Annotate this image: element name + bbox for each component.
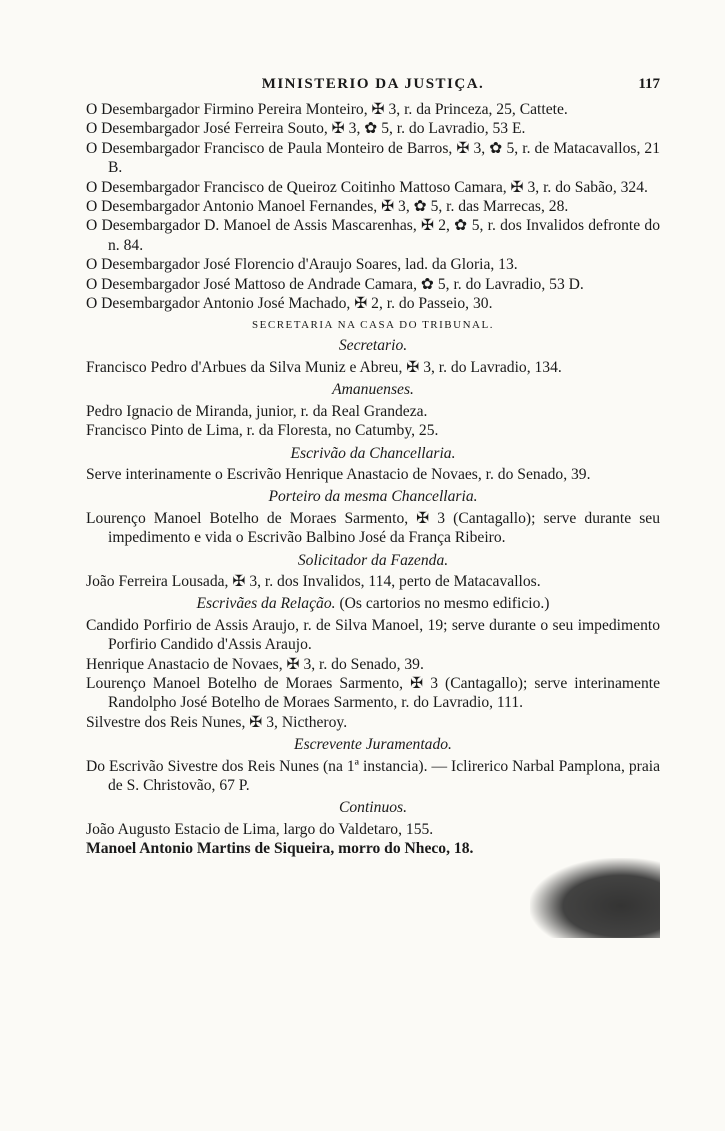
list-item: Francisco Pinto de Lima, r. da Floresta, no Catumby, 25. [86, 422, 439, 440]
list-item: O Desembargador D. Manoel de Assis Mascarenhas, ✠ 2, ✿ 5, r. dos Invalidos defronte do n. 84. [86, 217, 660, 254]
list-item: Manoel Antonio Martins de Siqueira, morro do Nheco, 18. [86, 840, 474, 858]
list-item: O Desembargador Francisco de Paula Monteiro de Barros, ✠ 3, ✿ 5, r. de Matacavallos, 21 B. [86, 139, 660, 177]
list-item: João Augusto Estacio de Lima, largo do Valdetaro, 155. [86, 820, 434, 838]
subheading: Solicitador da Fazenda. [297, 551, 449, 569]
list-item: O Desembargador José Florencio d'Araujo Soares, lad. da Gloria, 13. [86, 256, 518, 274]
list-item: Candido Porfirio de Assis Araujo, r. de Silva Manoel, 19; serve durante o seu impedimento Porfirio Candido d'Assis Araujo. [86, 616, 660, 654]
list-item: Francisco Pedro d'Arbues da Silva Muniz e Abreu, ✠ 3, r. do Lavradio, 134. [86, 358, 562, 376]
list-item: Do Escrivão Sivestre dos Reis Nunes (na 1ª instancia). — Iclirerico Narbal Pamplona, praia de S. Christovão, 67 P. [86, 757, 660, 794]
list-item: Lourenço Manoel Botelho de Moraes Sarmento, ✠ 3 (Cantagallo); serve durante seu impedimento e vida o Escrivão Balbino José da França Ribeiro. [86, 509, 660, 547]
subheading-note: (Os cartorios no mesmo edificio.) [339, 595, 550, 613]
page-number: 117 [638, 76, 660, 92]
list-item: O Desembargador José Mattoso de Andrade Camara, ✿ 5, r. do Lavradio, 53 D. [86, 275, 584, 293]
list-item: Henrique Anastacio de Novaes, ✠ 3, r. do Senado, 39. [86, 655, 424, 673]
subheading: Porteiro da mesma Chancellaria. [268, 488, 478, 506]
section-heading: SECRETARIA NA CASA DO TRIBUNAL. [252, 319, 494, 332]
list-item: O Desembargador Antonio Manoel Fernandes, ✠ 3, ✿ 5, r. das Marrecas, 28. [86, 198, 569, 216]
list-item: Lourenço Manoel Botelho de Moraes Sarmento, ✠ 3 (Cantagallo); serve interinamente Randolpho José Botelho de Moraes Sarmento, r. do Lavradio, 111. [86, 674, 660, 712]
list-item: Serve interinamente o Escrivão Henrique Anastacio de Novaes, r. do Senado, 39. [86, 465, 591, 483]
list-item: Silvestre dos Reis Nunes, ✠ 3, Nictheroy. [86, 713, 348, 731]
list-item: O Desembargador Firmino Pereira Monteiro, ✠ 3, r. da Princeza, 25, Cattete. [86, 101, 568, 118]
page-body [86, 100, 660, 859]
list-item: O Desembargador Antonio José Machado, ✠ 2, r. do Passeio, 30. [86, 295, 493, 313]
list-item: O Desembargador José Ferreira Souto, ✠ 3, ✿ 5, r. do Lavradio, 53 E. [86, 120, 526, 138]
list-item: O Desembargador Francisco de Queiroz Coitinho Mattoso Camara, ✠ 3, r. do Sabão, 324. [86, 178, 648, 196]
list-item: Pedro Ignacio de Miranda, junior, r. da Real Grandeza. [86, 402, 428, 420]
subheading: Secretario. [338, 337, 408, 355]
list-item: João Ferreira Lousada, ✠ 3, r. dos Invalidos, 114, perto de Matacavallos. [86, 572, 541, 590]
subheading-title: Escrivães da Relação. [196, 595, 336, 613]
page-header [86, 76, 660, 98]
subheading: Escrevente Juramentado. [294, 736, 452, 754]
ink-blot [530, 858, 660, 938]
running-title: MINISTERIO DA JUSTIÇA. [261, 76, 485, 92]
subheading: Amanuenses. [332, 381, 414, 399]
subheading [86, 594, 660, 613]
subheading: Escrivão da Chancellaria. [290, 444, 456, 462]
subheading: Continuos. [338, 799, 408, 817]
